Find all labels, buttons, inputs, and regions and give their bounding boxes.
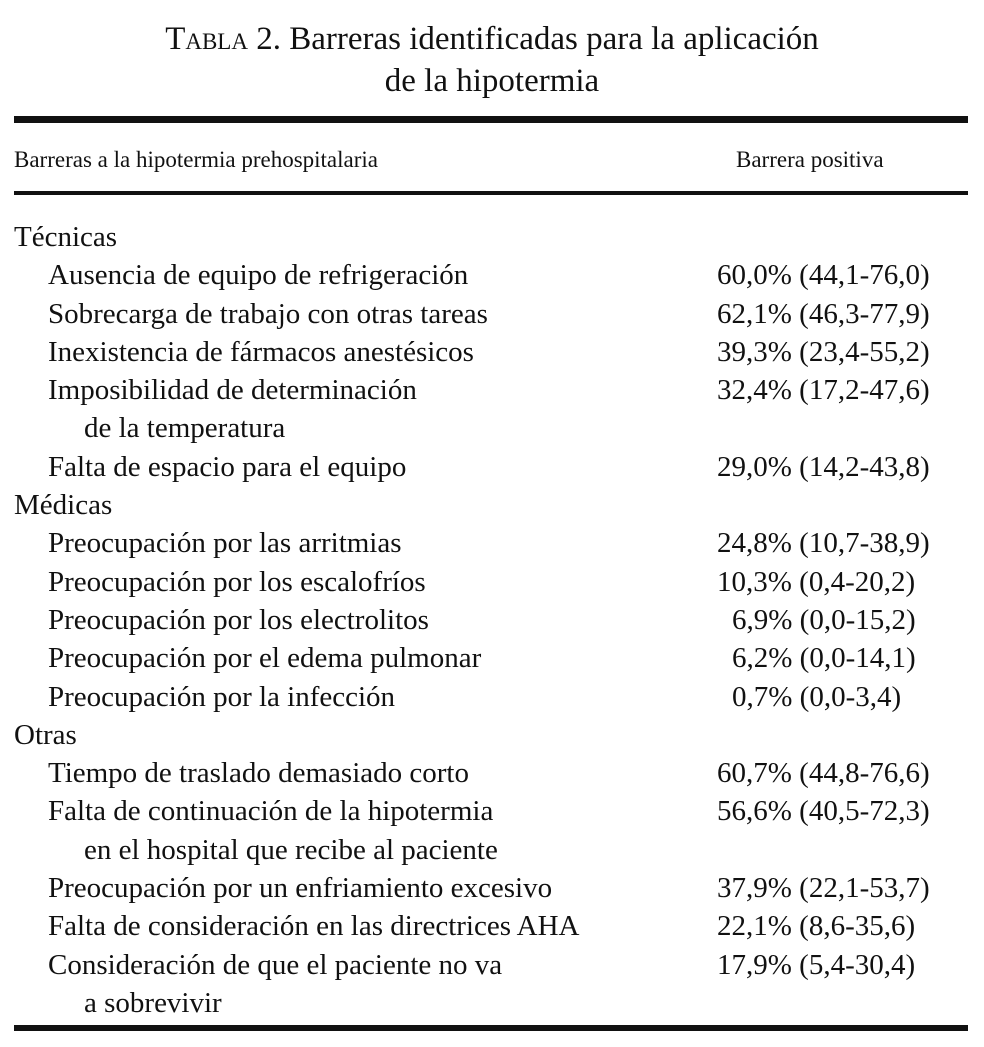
row-value: 60,7% (44,8-76,6) [717,757,930,790]
table-row [0,946,984,984]
table-row [0,295,984,333]
table-body [0,218,984,1022]
row-label: Imposibilidad de determinación [48,374,417,407]
table-row [0,371,984,409]
row-label: Preocupación por los electrolitos [48,603,429,636]
row-value: 6,9% (0,0-15,2) [732,603,916,636]
row-label: Ausencia de equipo de refrigeración [48,259,469,292]
caption-title: Barreras identificadas para la aplicación [289,21,819,57]
table-row [0,256,984,294]
table-row-continuation [0,984,984,1022]
header-rule [14,191,968,195]
row-label: Preocupación por la infección [48,680,396,713]
row-value: 37,9% (22,1-53,7) [717,872,930,905]
row-label-continuation: en el hospital que recibe al paciente [84,833,498,866]
caption-line-2: de la hipotermia [384,63,600,99]
group-heading-medicas: Médicas [14,489,113,522]
table-row [0,448,984,486]
row-value: 6,2% (0,0-14,1) [732,642,916,675]
row-value: 62,1% (46,3-77,9) [717,297,930,330]
group-heading-otras: Otras [14,718,77,751]
table-caption [0,18,984,102]
caption-line-1 [0,18,984,60]
table-row-continuation [0,409,984,447]
table-row [0,907,984,945]
table-row [0,563,984,601]
row-label: Preocupación por los escalofríos [48,565,426,598]
row-label: Falta de espacio para el equipo [48,450,407,483]
row-label: Consideración de que el paciente no va [48,948,503,981]
row-value: 39,3% (23,4-55,2) [717,335,930,368]
row-value: 29,0% (14,2-43,8) [717,450,930,483]
row-value: 60,0% (44,1-76,0) [717,259,930,292]
table-row [0,792,984,830]
row-label: Tiempo de traslado demasiado corto [48,757,469,790]
table-number: 2. [256,21,281,57]
table-row [0,754,984,792]
bottom-rule [14,1025,968,1031]
row-label: Preocupación por el edema pulmonar [48,642,482,675]
group-heading-tecnicas: Técnicas [14,221,118,253]
row-value: 22,1% (8,6-35,6) [717,910,916,943]
table-row [0,333,984,371]
row-label: Falta de continuación de la hipotermia [48,795,494,828]
row-label: Preocupación por las arritmias [48,527,402,560]
table-row [0,601,984,639]
table-row-continuation [0,831,984,869]
row-label: Inexistencia de fármacos anestésicos [48,335,474,368]
row-label-continuation: de la temperatura [84,412,286,445]
row-value: 10,3% (0,4-20,2) [717,565,916,598]
row-label: Falta de consideración en las directrices AHA [48,910,580,943]
row-value: 17,9% (5,4-30,4) [717,948,916,981]
table-row [0,869,984,907]
column-header-barriers: Barreras a la hipotermia prehospitalaria [14,147,379,172]
table-row [0,639,984,677]
table-word: Tabla [165,21,248,57]
column-header-positive: Barrera positiva [736,147,884,172]
row-value: 24,8% (10,7-38,9) [717,527,930,560]
row-label: Sobrecarga de trabajo con otras tareas [48,297,488,330]
top-rule [14,116,968,123]
table-row [0,524,984,562]
row-value: 0,7% (0,0-3,4) [732,680,902,713]
row-value: 32,4% (17,2-47,6) [717,374,930,407]
row-label: Preocupación por un enfriamiento excesivo [48,872,553,905]
table-row [0,678,984,716]
row-value: 56,6% (40,5-72,3) [717,795,930,828]
row-label-continuation: a sobrevivir [84,986,222,1019]
